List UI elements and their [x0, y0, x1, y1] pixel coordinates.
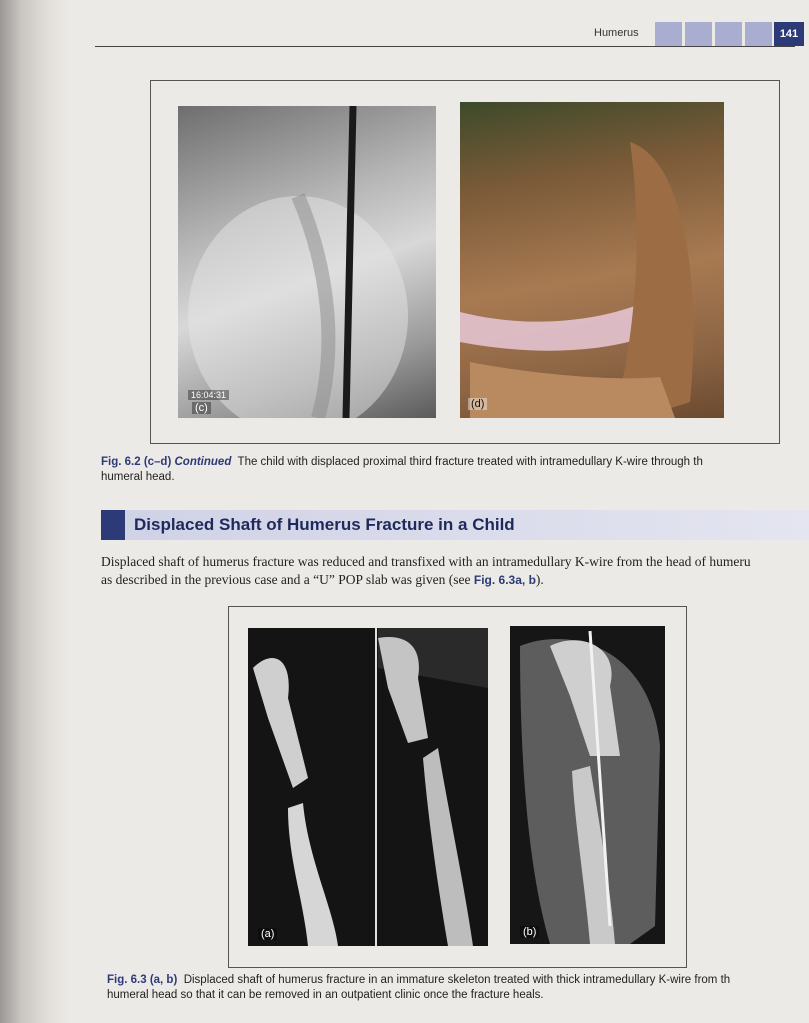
- figure-6-3-caption: [107, 973, 809, 1003]
- xray-bones-b: [510, 626, 665, 944]
- section-heading-marker: [101, 510, 125, 540]
- photo-detail: [460, 102, 724, 418]
- caption-id: Fig. 6.3 (a, b): [107, 974, 178, 986]
- panel-c-label: (c): [192, 402, 211, 414]
- caption-id: Fig. 6.2 (c–d): [101, 456, 172, 468]
- running-head: Humerus: [594, 27, 639, 39]
- caption-text-line2: humeral head so that it can be removed in an outpatient clinic once the fracture heals.: [107, 989, 544, 1001]
- figure-6-3a-xray: [248, 628, 488, 946]
- panel-b-label: (b): [520, 926, 539, 938]
- section-body: [101, 553, 806, 589]
- figure-6-2d-photo: [460, 102, 724, 418]
- header-tabs: [655, 22, 772, 46]
- section-title: Displaced Shaft of Humerus Fracture in a Child: [134, 515, 515, 534]
- panel-d-label: (d): [468, 398, 487, 410]
- caption-text: The child with displaced proximal third fracture treated with intramedullary K-wire through th: [237, 456, 703, 468]
- figure-6-2c-xray: [178, 106, 436, 418]
- page-number: 141: [774, 22, 804, 46]
- figure-reference: Fig. 6.3a, b: [473, 573, 536, 587]
- figure-6-2-caption: [101, 455, 809, 485]
- xray-timestamp: 16:04:31: [188, 390, 229, 400]
- body-line-1: Displaced shaft of humerus fracture was reduced and transfixed with an intramedullary K-wire from the head of humeru: [101, 554, 751, 569]
- caption-text: Displaced shaft of humerus fracture in an immature skeleton treated with thick intramedullary K-wire from th: [183, 974, 731, 986]
- caption-text-line2: humeral head.: [101, 471, 175, 483]
- panel-a-label: (a): [258, 928, 277, 940]
- body-line-2-post: ).: [535, 572, 544, 587]
- xray-bones-a: [248, 628, 488, 946]
- header-rule: [95, 46, 795, 47]
- xray-shading: [178, 106, 436, 418]
- caption-continued: Continued: [174, 456, 232, 468]
- figure-6-3b-xray: [510, 626, 665, 944]
- body-line-2-pre: as described in the previous case and a “U” POP slab was given (see: [101, 572, 474, 587]
